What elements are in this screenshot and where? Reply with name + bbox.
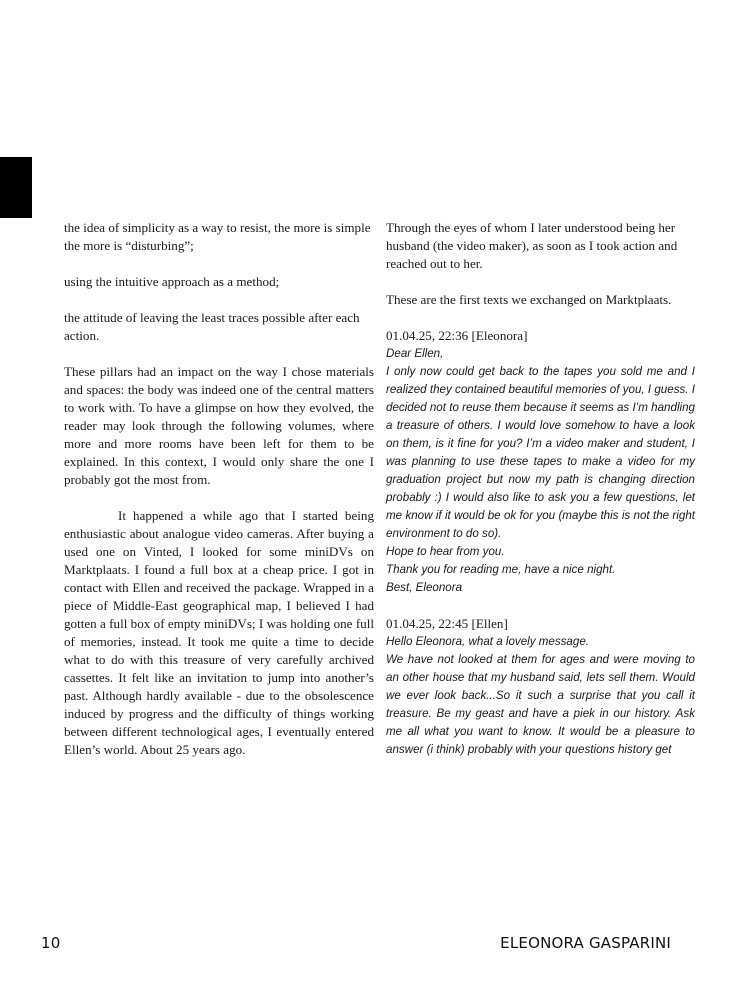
message-text: We have not looked at them for ages and were moving to an other house that my husband said, lets sell them. Would we ever look back...So it such a surprise that you call it treasure. Be my geast and have a piek in our history. Ask me all what you want to know. It would be a pleasure to answer (i think) probably with your questions history get: [386, 653, 695, 756]
message-salutation: Hello Eleonora, what a lovely message.: [386, 635, 589, 648]
intro-paragraph: Through the eyes of whom I later understood being her husband (the video maker), as soon as I took action and reached out to her.: [386, 220, 678, 271]
message-salutation: Dear Ellen,: [386, 347, 444, 360]
message-eleonora: [386, 327, 695, 597]
lead-paragraph: These are the first texts we exchanged on Marktplaats.: [386, 292, 672, 307]
message-line: Hope to hear from you.: [386, 545, 505, 558]
left-column: [64, 219, 374, 759]
pillar-3: the attitude of leaving the least traces possible after each action.: [64, 310, 360, 343]
section-tab-marker: [0, 157, 32, 218]
message-text: I only now could get back to the tapes you sold me and I realized they contained beautiful memories of you, I guess. I decided not to reuse them because it seems as I’m handling a treasure of others. I would love somehow to have a look on them, is it fine for you? I’m a video maker and student, I was planning to use these tapes to make a video for my graduation project but now my path is changing direction probably :) I would also like to ask you a few questions, let me know if it would be ok for you (maybe this is not the right environment to do so).: [386, 365, 695, 540]
page-number: 10: [41, 934, 61, 952]
pillar-2: using the intuitive approach as a method;: [64, 274, 280, 289]
message-header: 01.04.25, 22:45 [Ellen]: [386, 616, 508, 631]
right-column: [386, 219, 695, 759]
author-name: ELEONORA GASPARINI: [500, 934, 671, 952]
message-signoff: Best, Eleonora: [386, 581, 463, 594]
body-paragraph-2: It happened a while ago that I started being enthusiastic about analogue video cameras. After buying a used one on Vinted, I looked for some miniDVs on Marktplaats. I found a full box at a cheap price. I got in contact with Ellen and received the package. Wrapped in a piece of Middle-East geographical map, I believed I had gotten a full box of empty miniDVs; I was holding one full of memories, instead. It took me quite a time to decide what to do with this treasure of very carefully archived cassettes. It felt like an invitation to jump into another’s past. Although hardly available - due to the obsolescence induced by progress and the difficulty of things working between different technological ages, I eventually entered Ellen’s world. About 25 years ago.: [64, 508, 374, 757]
message-line: Thank you for reading me, have a nice night.: [386, 563, 616, 576]
message-ellen: [386, 615, 695, 759]
pillar-1: the idea of simplicity as a way to resist, the more is simple the more is “disturbing”;: [64, 220, 371, 253]
message-header: 01.04.25, 22:36 [Eleonora]: [386, 328, 528, 343]
body-paragraph-1: These pillars had an impact on the way I chose materials and spaces: the body was indeed one of the central matters to work with. To have a glimpse on how they evolved, the reader may look through the following volumes, where more and more rooms have been left for them to be explained. In this context, I would only share the one I probably got the most from.: [64, 364, 374, 487]
